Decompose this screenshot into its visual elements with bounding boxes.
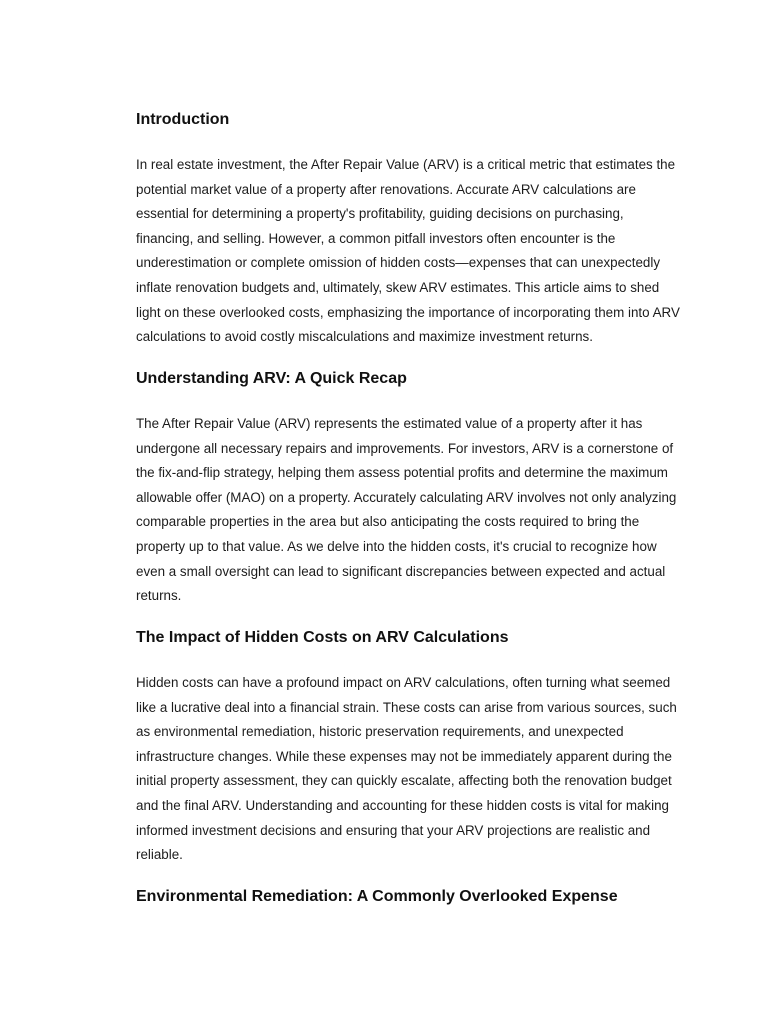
section-introduction	[136, 110, 681, 350]
section-paragraph: The After Repair Value (ARV) represents the estimated value of a property after it has undergone all necessary repairs and improvements. For investors, ARV is a cornerstone of the fix-and-flip strategy, helping them assess potential profits and determine the maximum allowable offer (MAO) on a property. Accurately calculating ARV involves not only analyzing comparable properties in the area but also anticipating the costs required to bring the property up to that value. As we delve into the hidden costs, it's crucial to recognize how even a small oversight can lead to significant discrepancies between expected and actual returns.	[136, 416, 677, 604]
section-heading: Understanding ARV: A Quick Recap	[136, 370, 407, 387]
section-environmental-remediation	[136, 887, 681, 907]
section-heading: Introduction	[136, 111, 230, 128]
section-understanding-arv	[136, 369, 681, 609]
section-paragraph: In real estate investment, the After Repair Value (ARV) is a critical metric that estimates the potential market value of a property after renovations. Accurate ARV calculations are essential for determining a property's profitability, guiding decisions on purchasing, financing, and selling. However, a common pitfall investors often encounter is the underestimation or complete omission of hidden costs—expenses that can unexpectedly inflate renovation budgets and, ultimately, skew ARV estimates. This article aims to shed light on these overlooked costs, emphasizing the importance of incorporating them into ARV calculations to avoid costly miscalculations and maximize investment returns.	[136, 157, 680, 345]
section-heading: The Impact of Hidden Costs on ARV Calculations	[136, 629, 509, 646]
section-impact-hidden-costs	[136, 628, 681, 868]
section-paragraph: Hidden costs can have a profound impact on ARV calculations, often turning what seemed like a lucrative deal into a financial strain. These costs can arise from various sources, such as environmental remediation, historic preservation requirements, and unexpected infrastructure changes. While these expenses may not be immediately apparent during the initial property assessment, they can quickly escalate, affecting both the renovation budget and the final ARV. Understanding and accounting for these hidden costs is vital for making informed investment decisions and ensuring that your ARV projections are realistic and reliable.	[136, 675, 677, 863]
section-heading: Environmental Remediation: A Commonly Overlooked Expense	[136, 888, 618, 905]
